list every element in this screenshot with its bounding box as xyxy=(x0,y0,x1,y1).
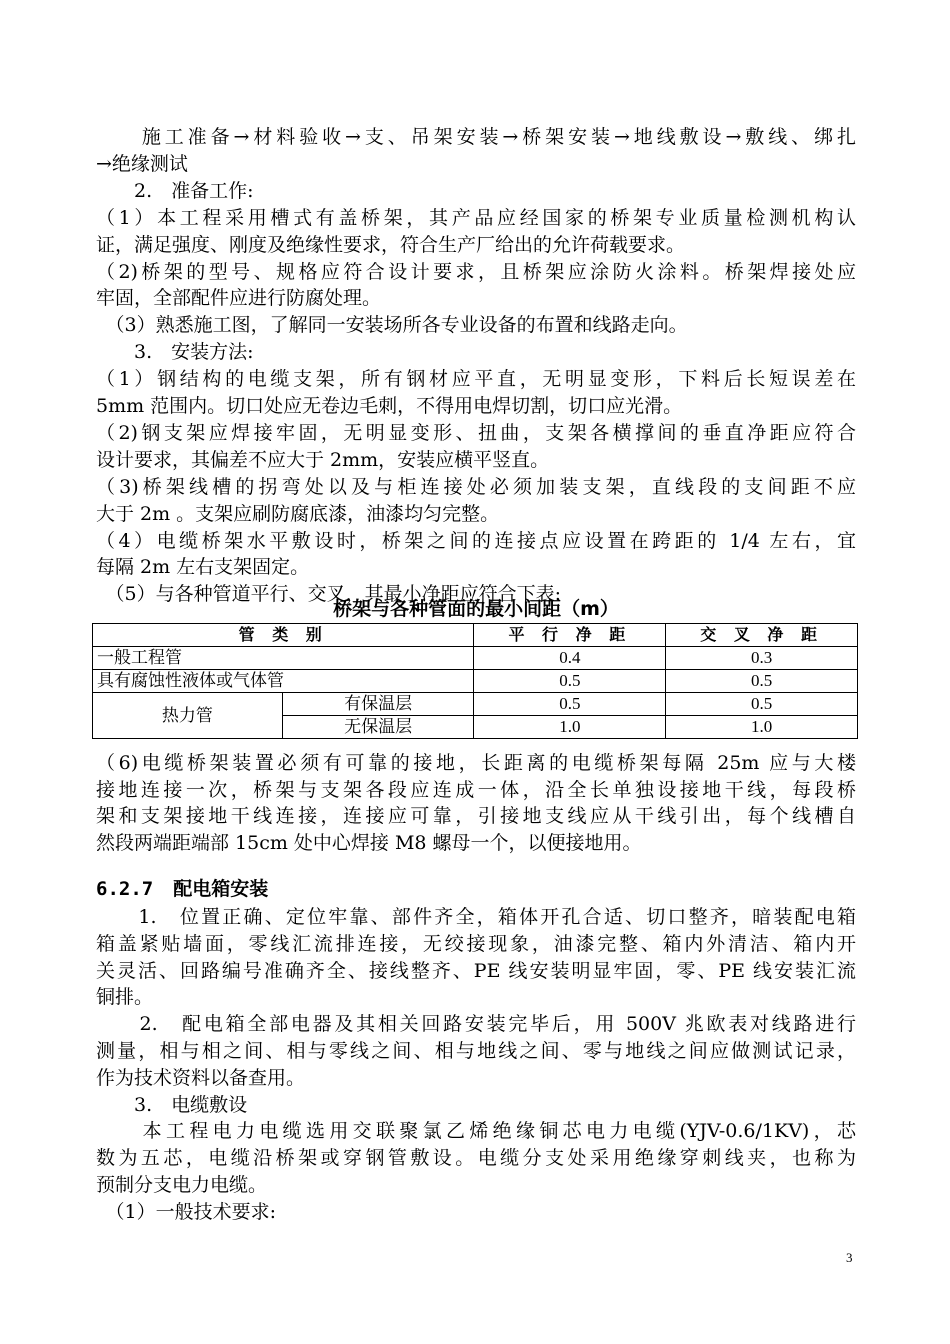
text-line: （6)电缆桥架装置必须有可靠的接地，长距离的电缆桥架每隔 25m 应与大楼 xyxy=(96,752,856,774)
text-line: （1）本工程采用槽式有盖桥架，其产品应经国家的桥架专业质量检测机构认 xyxy=(96,206,856,229)
text-line: 1. 位置正确、定位牢靠、部件齐全，箱体开孔合适、切口整齐，暗装配电箱 xyxy=(96,906,856,928)
text-line: 接地连接一次，桥架与支架各段应连成一体，沿全长单独设接地干线，每段桥 xyxy=(96,778,856,801)
text-line: 5mm 范围内。切口处应无卷边毛刺，不得用电焊切割，切口应光滑。 xyxy=(96,395,683,417)
row-category: 具有腐蚀性液体或气体管 xyxy=(93,670,474,693)
table-row xyxy=(93,647,858,670)
section-title: 配电箱安装 xyxy=(173,878,269,900)
header-parallel: 平 行 净 距 xyxy=(474,624,666,647)
table-header-row xyxy=(93,624,858,647)
text-line: 测量，相与相之间、相与零线之间、相与地线之间、零与地线之间应做测试记录， xyxy=(96,1040,856,1062)
row-category-heat-pipe: 热力管 xyxy=(93,693,283,739)
text-line: 预制分支电力电缆。 xyxy=(96,1174,268,1196)
row-cross: 0.5 xyxy=(666,670,858,693)
table-row xyxy=(93,693,858,716)
text-line: 3. 电缆敷设 xyxy=(96,1093,248,1116)
row-parallel: 0.4 xyxy=(474,647,666,670)
text-line: （1）一般技术要求: xyxy=(96,1200,276,1223)
text-line: 2. 配电箱全部电器及其相关回路安装完毕后，用 500V 兆欧表对线路进行 xyxy=(96,1013,856,1036)
text-line: 设计要求，其偏差不应大于 2mm，安装应横平竖直。 xyxy=(96,448,550,471)
header-pipe-category: 管 类 别 xyxy=(93,624,474,647)
row-cross: 0.5 xyxy=(666,693,858,716)
text-line: 箱盖紧贴墙面，零线汇流排连接，无绞接现象，油漆完整、箱内外清洁、箱内开 xyxy=(96,932,856,955)
row-subcategory: 无保温层 xyxy=(282,716,474,739)
text-line: 数为五芯，电缆沿桥架或穿钢管敷设。电缆分支处采用绝缘穿刺线夹，也称为 xyxy=(96,1147,856,1170)
section-heading xyxy=(96,876,268,902)
text-line: （2)桥架的型号、规格应符合设计要求，且桥架应涂防火涂料。桥架焊接处应 xyxy=(96,260,856,283)
clearance-table xyxy=(92,623,858,739)
row-parallel: 0.5 xyxy=(474,670,666,693)
text-line: 然段两端距端部 15cm 处中心焊接 M8 螺母一个，以便接地用。 xyxy=(96,831,642,854)
text-line: 3. 安装方法: xyxy=(96,341,254,364)
text-line: （3）熟悉施工图，了解同一安装场所各专业设备的布置和线路走向。 xyxy=(96,314,688,337)
text-line: 架和支架接地干线连接，连接应可靠，引接地支线应从干线引出，每个线槽自 xyxy=(96,805,856,827)
text-line: 作为技术资料以备查用。 xyxy=(96,1066,306,1089)
text-line: 牢固，全部配件应进行防腐处理。 xyxy=(96,287,382,310)
text-line: →绝缘测试 xyxy=(96,152,188,175)
row-parallel: 0.5 xyxy=(474,693,666,716)
row-subcategory: 有保温层 xyxy=(282,693,474,716)
text-line: 每隔 2m 左右支架固定。 xyxy=(96,556,310,579)
text-line: （4）电缆桥架水平敷设时，桥架之间的连接点应设置在跨距的 1/4 左右，宜 xyxy=(96,529,856,552)
text-line: （5）与各种管道平行、交叉，其最小净距应符合下表: xyxy=(96,583,561,606)
text-line: 关灵活、回路编号准确齐全、接线整齐、PE 线安装明显牢固，零、PE 线安装汇流 xyxy=(96,959,856,982)
table-row xyxy=(93,670,858,693)
row-cross: 1.0 xyxy=(666,716,858,739)
row-cross: 0.3 xyxy=(666,647,858,670)
row-category: 一般工程管 xyxy=(93,647,474,670)
text-line: 铜排。 xyxy=(96,986,154,1009)
text-line: 本工程电力电缆选用交联聚氯乙烯绝缘铜芯电力电缆(YJV-0.6/1KV)，芯 xyxy=(96,1120,856,1143)
header-cross: 交 叉 净 距 xyxy=(666,624,858,647)
text-line: （3)桥架线槽的拐弯处以及与柜连接处必须加装支架，直线段的支间距不应 xyxy=(96,475,856,498)
section-number: 6.2.7 xyxy=(96,878,154,900)
text-line: 施工准备→材料验收→支、吊架安装→桥架安装→地线敷设→敷线、绑扎 xyxy=(96,126,856,148)
page-number: 3 xyxy=(846,1250,853,1265)
text-line: 大于 2m 。支架应刷防腐底漆，油漆均匀完整。 xyxy=(96,502,500,525)
text-line: （2)钢支架应焊接牢固，无明显变形、扭曲，支架各横撑间的垂直净距应符合 xyxy=(96,421,856,444)
table-caption: 桥架与各种管面的最小间距（m） xyxy=(333,598,619,620)
text-line: 证，满足强度、刚度及绝缘性要求，符合生产厂给出的允许荷载要求。 xyxy=(96,233,686,256)
row-parallel: 1.0 xyxy=(474,716,666,739)
text-line: （1）钢结构的电缆支架，所有钢材应平直，无明显变形，下料后长短误差在 xyxy=(96,368,856,391)
text-line: 2. 准备工作: xyxy=(96,179,254,202)
